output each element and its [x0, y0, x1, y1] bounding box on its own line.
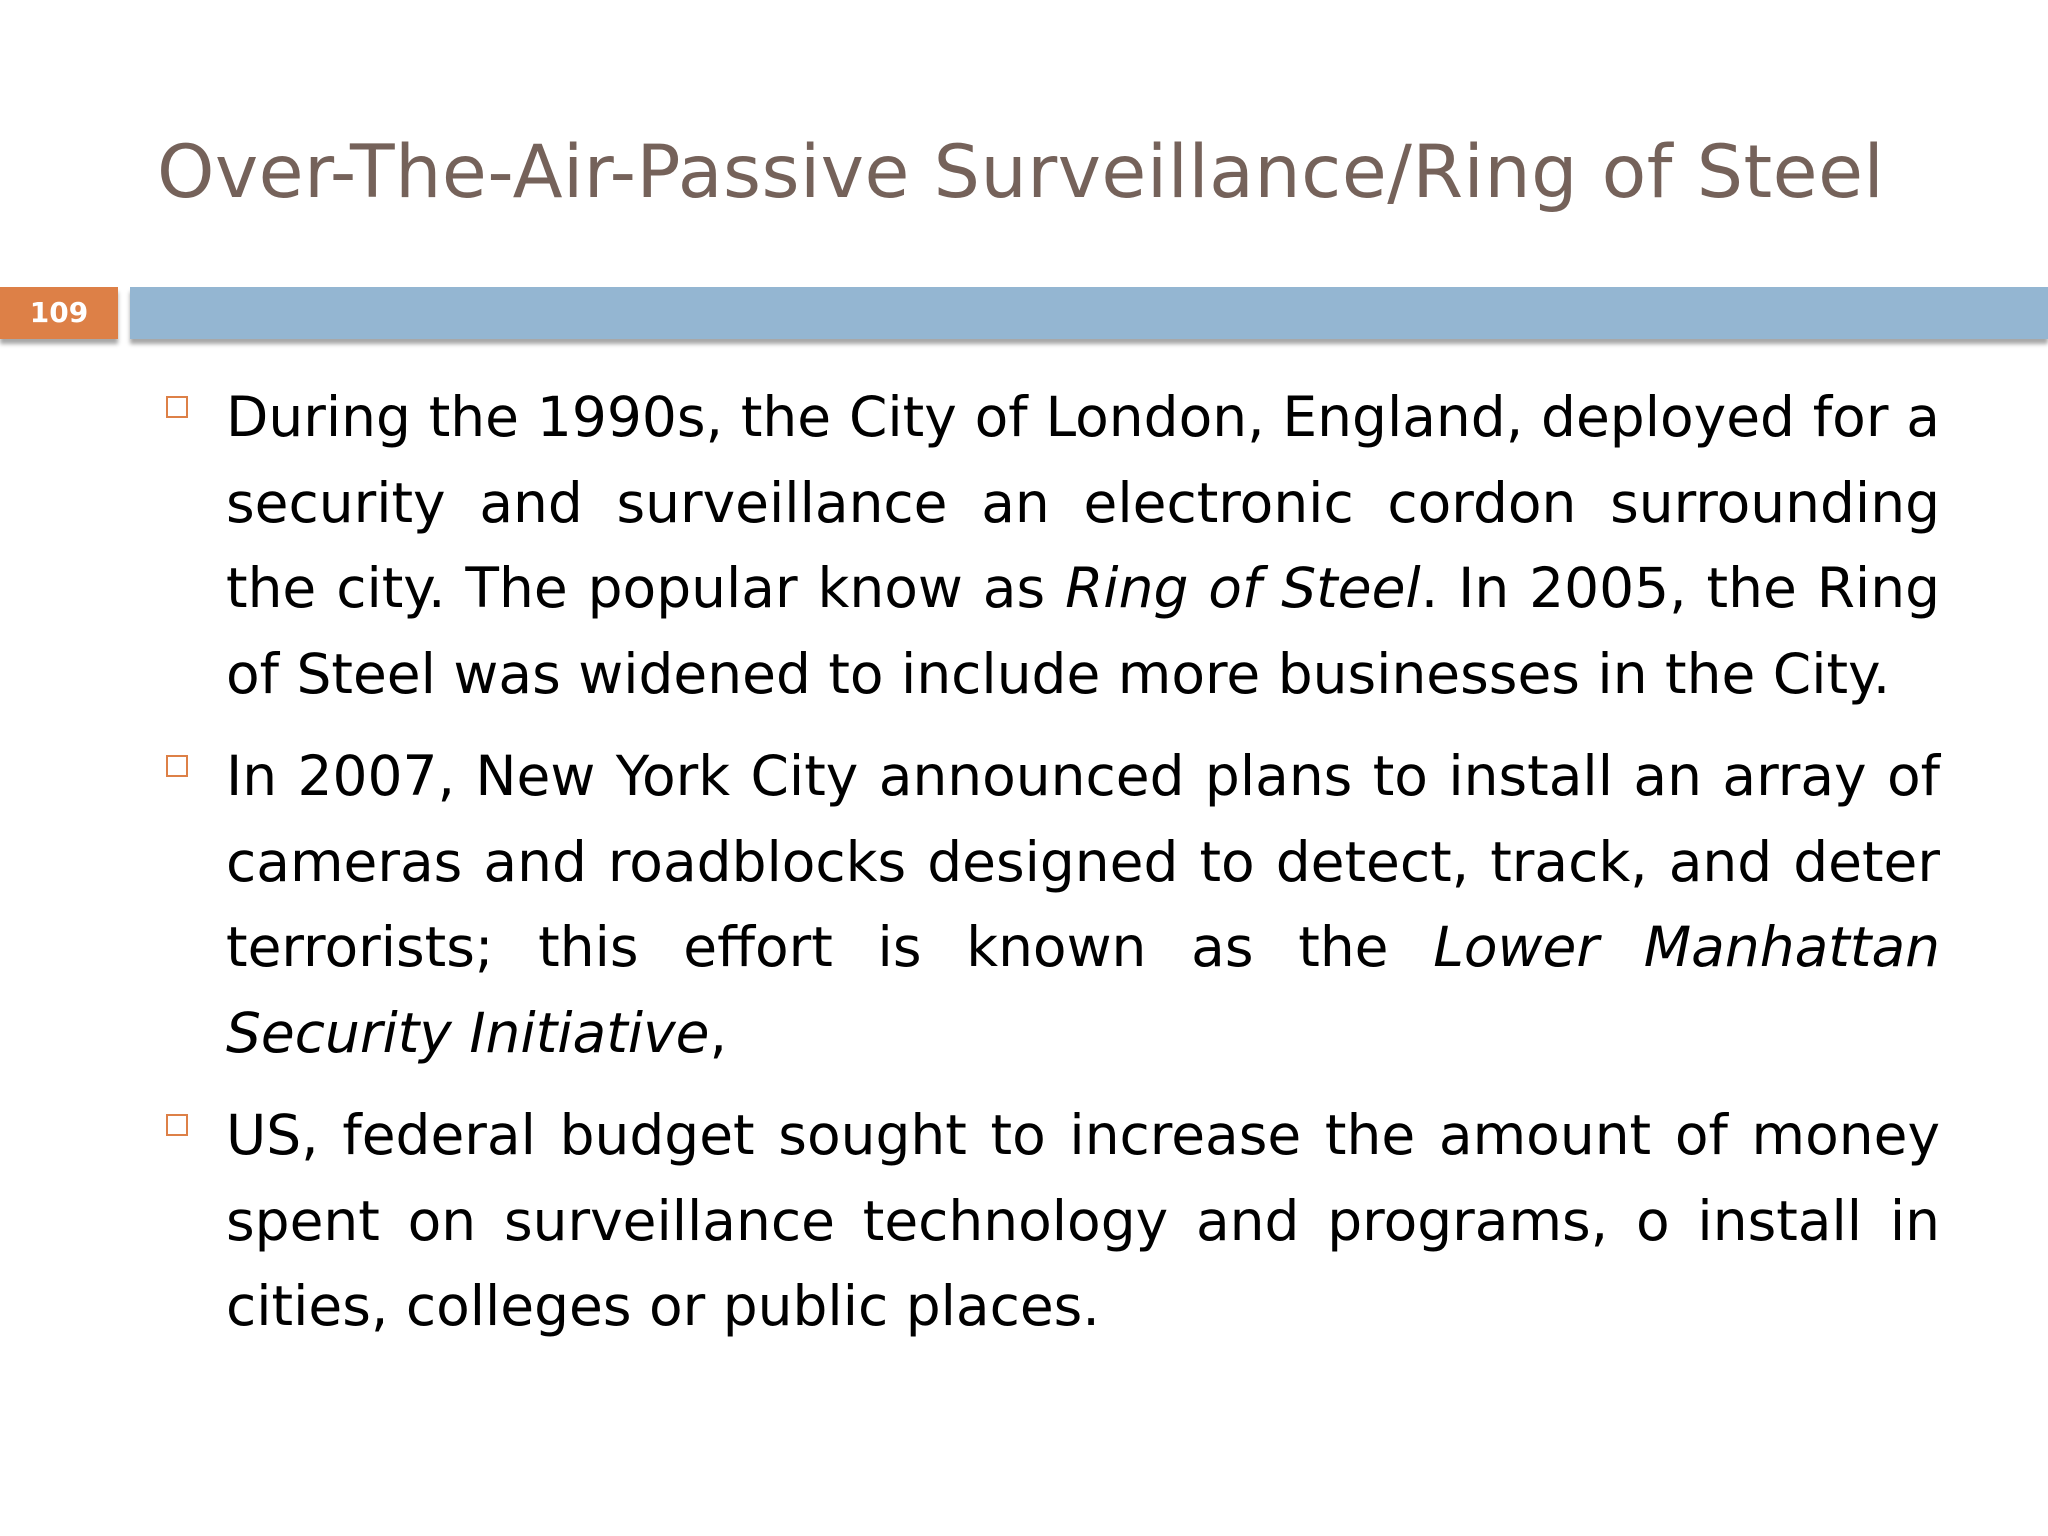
square-bullet-icon [166, 755, 188, 777]
page-number-badge: 109 [0, 287, 118, 339]
bullet-text: , [709, 1000, 727, 1065]
bullet-list [160, 375, 1940, 1367]
square-bullet-icon [166, 1114, 188, 1136]
bullet-text: . In 2005, the Ring of Steel was widened to include more businesses in the City. [226, 556, 1940, 706]
bullet-item-new-york [160, 734, 1940, 1076]
square-bullet-icon [166, 396, 188, 418]
header-bar [130, 287, 2048, 339]
bullet-item-london [160, 375, 1940, 717]
bullet-item-us-budget [160, 1093, 1940, 1350]
bullet-text: US, federal budget sought to increase the amount of money spent on surveillance technology and programs, o install in cities, colleges or public places. [226, 1103, 1940, 1338]
bullet-text: In 2007, New York City announced plans to install an array of cameras and roadblocks designed to detect, track, and deter terrorists; this effort is known as the [226, 744, 1940, 979]
bullet-text-italic: Lower Manhattan Security Initiative [226, 915, 1941, 1065]
slide-title: Over-The-Air-Passive Surveillance/Ring of Steel [157, 130, 1885, 215]
bullet-text: During the 1990s, the City of London, England, deployed for a security and surveillance an electronic cordon surrounding the city. The popular know as [226, 385, 1940, 620]
bullet-text-italic: Ring of Steel [1065, 556, 1421, 620]
